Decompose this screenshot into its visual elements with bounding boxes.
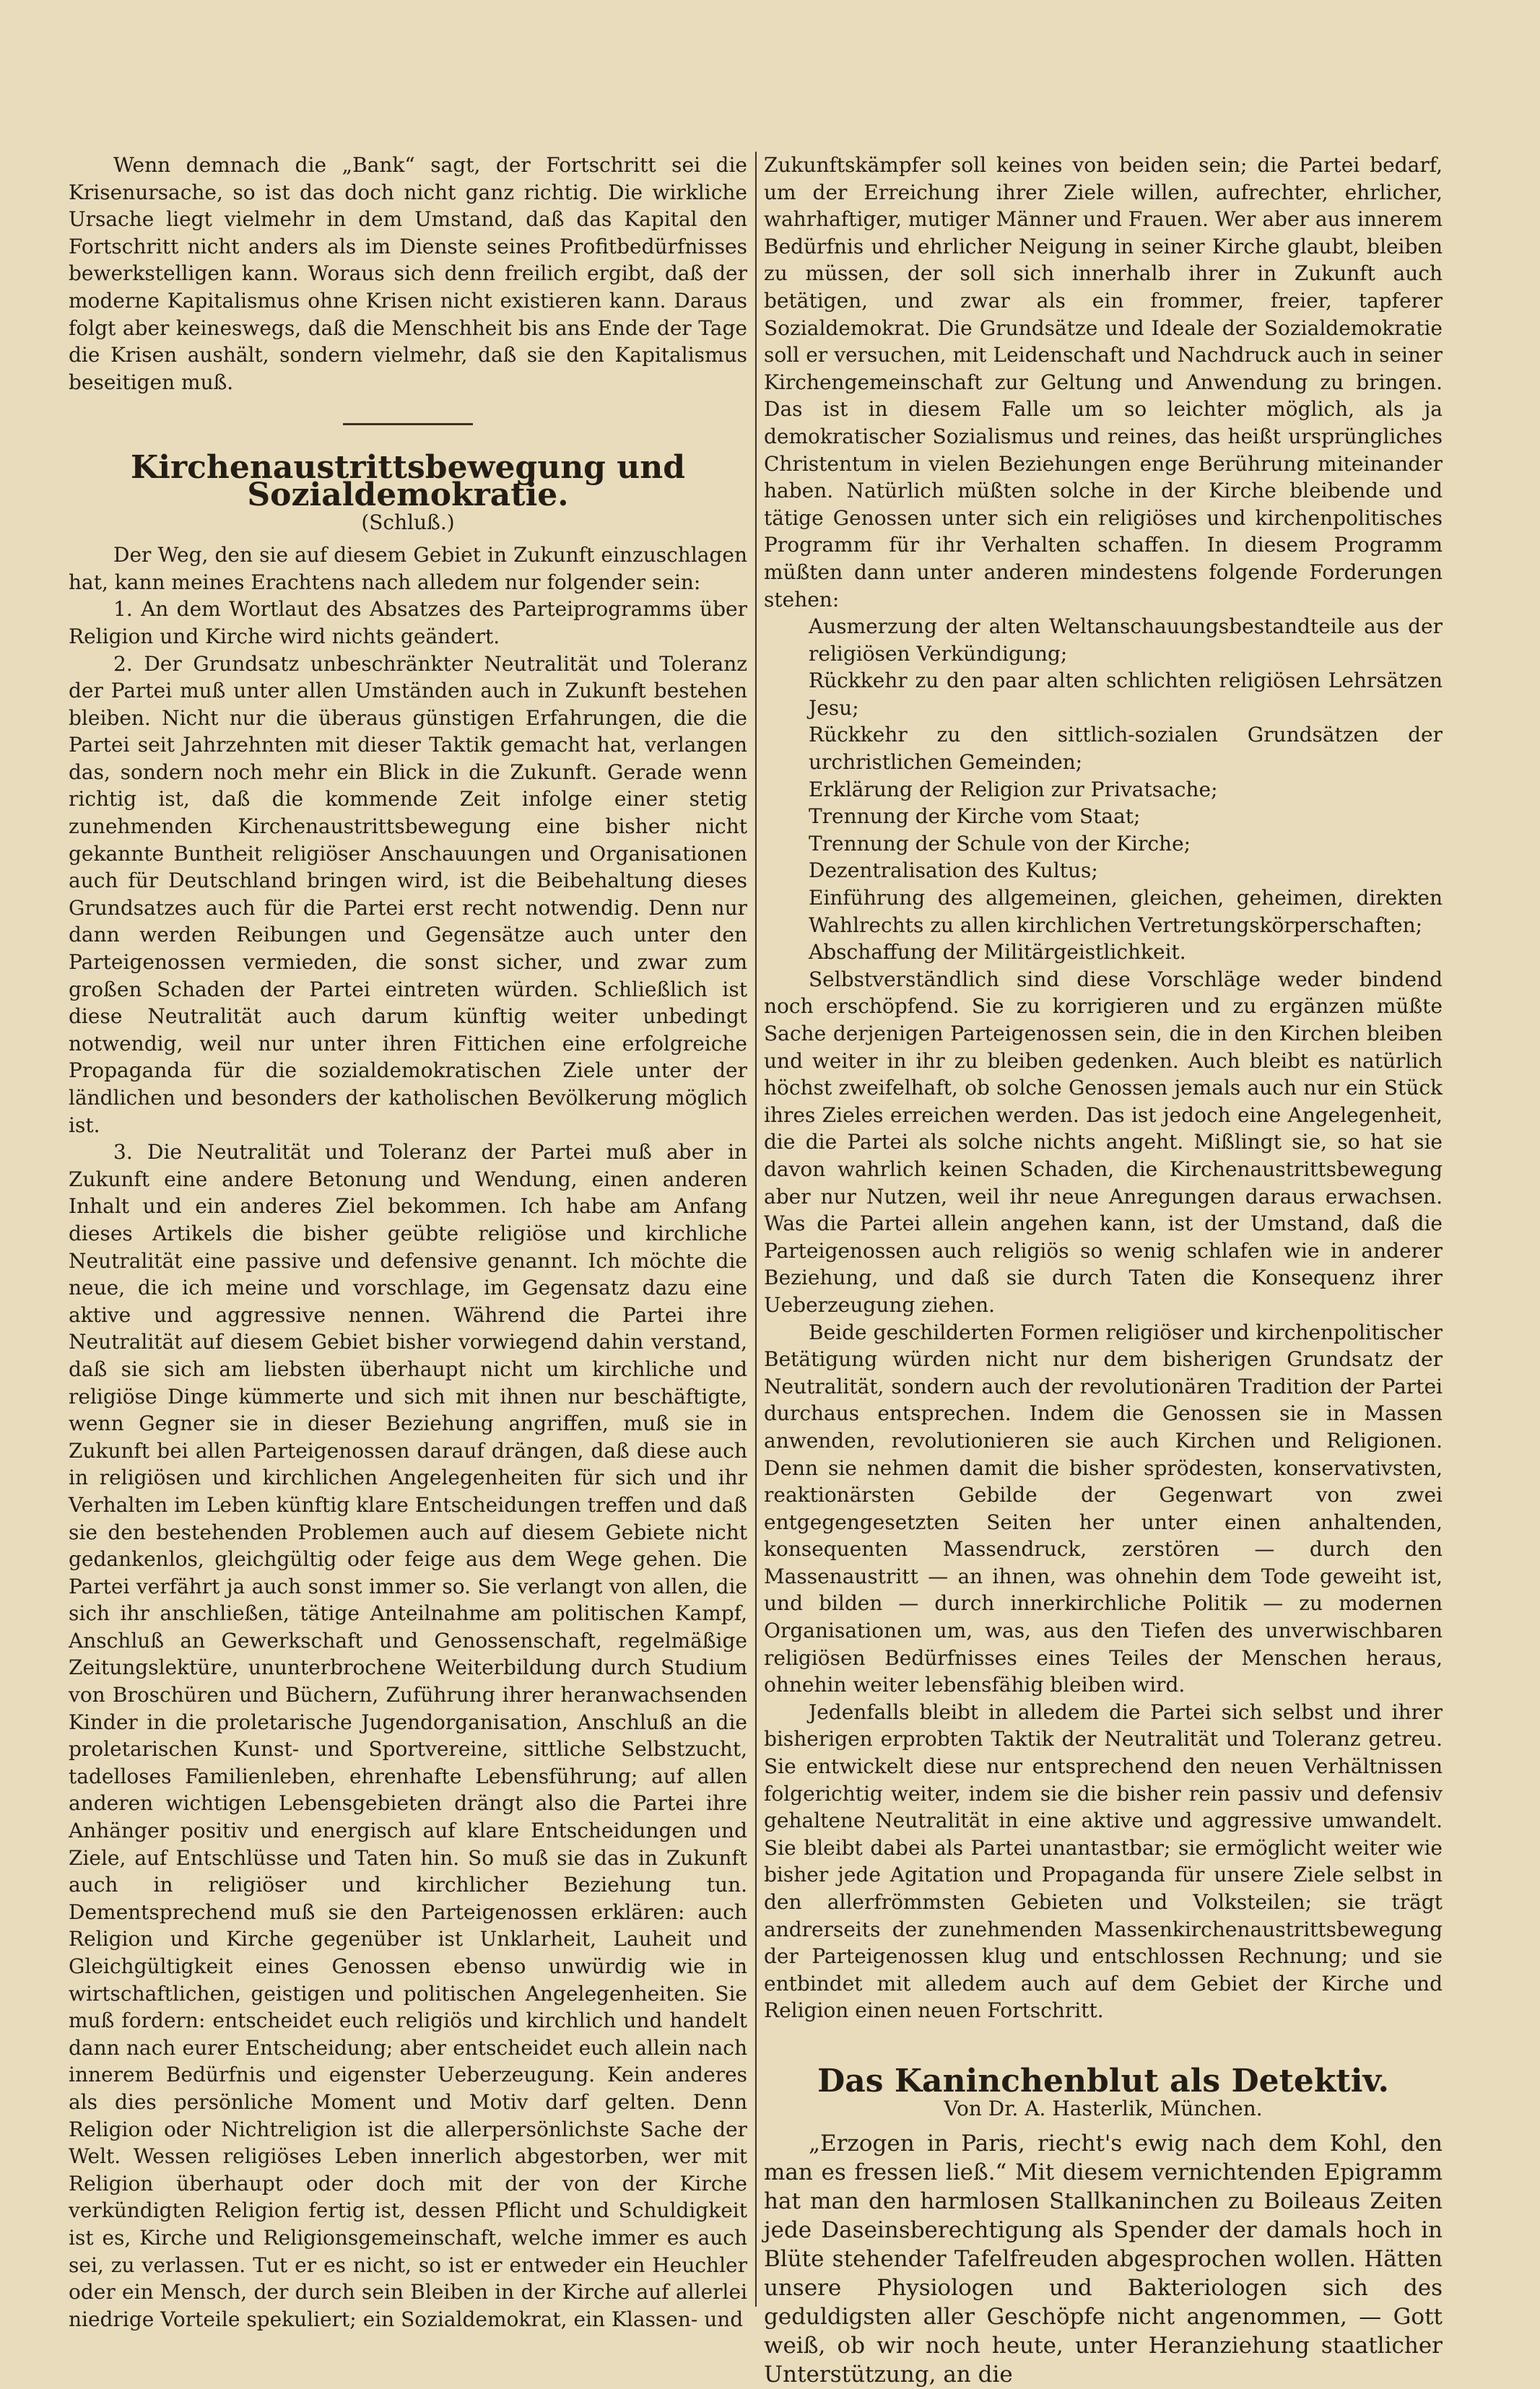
paragraph: 2. Der Grundsatz unbeschränkter Neutralität und Toleranz der Partei muß unter allen Umständen auch in Zukunft bestehen bleiben. Nicht nur die überaus günstigen Erfahrungen, die die Partei seit Jahrzehnten mit dieser Taktik gemacht hat, verlangen das, sondern noch mehr ein Blick in die Zukunft. Gerade wenn richtig ist, daß die kommende Zeit infolge einer stetig zunehmenden Kirchenaustrittsbewegung eine bisher nicht gekannte Buntheit religiöser Anschauungen und Organisationen auch für Deutschland bringen wird, ist die Beibehaltung dieses Grundsatzes auch für die Partei erst recht notwendig. Denn nur dann werden Reibungen und Gegensätze auch unter den Parteigenossen vermieden, die sonst sicher, und zwar zum großen Schaden der Partei eintreten würden. Schließlich ist diese Neutralität auch darum künftig weiter unbedingt notwendig, weil nur unter ihren Fittichen eine erfolgreiche Propaganda für die sozialdemokratischen Ziele unter der ländlichen und besonders der katholischen Bevölkerung möglich ist. xyxy=(69,651,747,1137)
paragraph: 1. An dem Wortlaut des Absatzes des Parteiprogramms über Religion und Kirche wird nichts geändert. xyxy=(69,597,747,648)
list-item: Dezentralisation des Kultus; xyxy=(809,858,1098,883)
list-item: Trennung der Kirche vom Staat; xyxy=(809,804,1141,829)
paragraph: Selbstverständlich sind diese Vorschläge weder bindend noch erschöpfend. Sie zu korrigieren und zu ergänzen müßte Sache derjenigen Parteigenossen sein, die in den Kirchen bleiben und weiter in ihr zu bleiben gedenken. Auch bleibt es natürlich höchst zweifelhaft, ob solche Genossen jemals auch nur ein Stück ihres Zieles erreichen werden. Das ist jedoch eine Angelegenheit, die die Partei als solche nichts angeht. Mißlingt sie, so hat sie davon wahrlich keinen Schaden, die Kirchenaustrittsbewegung aber nur Nutzen, weil ihr neue Anregungen daraus erwachsen. Was die Partei allein angehen kann, ist der Umstand, daß die Parteigenossen auch religiös so wenig schlafen wie in anderer Beziehung, und daß sie durch Taten die Konsequenz ihrer Ueberzeugung ziehen. xyxy=(764,967,1443,1317)
list-item: Trennung der Schule von der Kirche; xyxy=(809,831,1191,856)
paragraph: „Erzogen in Paris, riecht's ewig nach dem Kohl, den man es fressen ließ.“ Mit diesem vernichtenden Epigramm hat man den harmlosen Stallkaninchen zu Boileaus Zeiten jede Daseinsberechtigung als Spender der damals hoch in Blüte stehender Tafelfreuden abgesprochen wollen. Hätten unsere Physiologen und Bakteriologen sich des geduldigsten aller Geschöpfe nicht angenommen, — Gott weiß, ob wir noch heute, unter Heranziehung staatlicher Unterstützung, an die xyxy=(764,2131,1443,2388)
list-item: Rückkehr zu den paar alten schlichten religiösen Lehrsätzen Jesu; xyxy=(809,669,1443,720)
article2-byline: Von Dr. A. Hasterlik, München. xyxy=(944,2096,1263,2120)
list-item: Einführung des allgemeinen, gleichen, geheimen, direkten Wahlrechts zu allen kirchlichen Vertretungskörperschaften; xyxy=(809,886,1443,937)
list-item: Erklärung der Religion zur Privatsache; xyxy=(809,777,1218,801)
list-item: Ausmerzung der alten Weltanschauungsbestandteile aus der religiösen Verkündigung; xyxy=(809,614,1443,666)
column-divider xyxy=(755,152,757,2307)
list-item: Rückkehr zu den sittlich-sozialen Grundsätzen der urchristlichen Gemeinden; xyxy=(809,723,1443,775)
paragraph: Zukunftskämpfer soll keines von beiden sein; die Partei bedarf, um der Erreichung ihrer Ziele willen, aufrechter, ehrlicher, wahrhaftiger, mutiger Männer und Frauen. Wer aber aus innerem Bedürfnis und ehrlicher Neigung in seiner Kirche glaubt, bleiben zu müssen, der soll sich innerhalb ihrer in Zukunft auch betätigen, und zwar als ein frommer, freier, tapferer Sozialdemokrat. Die Grundsätze und Ideale der Sozialdemokratie soll er versuchen, mit Leidenschaft und Nachdruck auch in seiner Kirchengemeinschaft zur Geltung und Anwendung zu bringen. Das ist in diesem Falle um so leichter möglich, als ja demokratischer Sozialismus und reines, das heißt ursprüngliches Christentum in vielen Beziehungen enge Berührung miteinander haben. Natürlich müßten solche in der Kirche bleibende und tätige Genossen unter sich ein religiöses und kirchenpolitisches Programm für ihr Verhalten schaffen. In diesem Programm müßten dann unter anderen mindestens folgende Forderungen stehen: xyxy=(764,153,1443,612)
article2-title: Das Kaninchenblut als Detektiv. xyxy=(817,2062,1389,2099)
left-column xyxy=(69,152,747,2332)
article-subtitle: (Schluß.) xyxy=(361,510,455,534)
intro-paragraph: Wenn demnach die „Bank“ sagt, der Fortschritt sei die Krisenursache, so ist das doch nicht ganz richtig. Die wirkliche Ursache liegt vielmehr in dem Umstand, daß das Kapital den Fortschritt nicht anders als im Dienste seines Profitbedürfnisses bewerkstelligen kann. Woraus sich denn freilich ergibt, daß der moderne Kapitalismus ohne Krisen nicht existieren kann. Daraus folgt aber keineswegs, daß die Menschheit bis ans Ende der Tage die Krisen aushält, sondern vielmehr, daß sie den Kapitalismus beseitigen muß. xyxy=(69,153,747,394)
paragraph: 3. Die Neutralität und Toleranz der Partei muß aber in Zukunft eine andere Betonung und Wendung, einen anderen Inhalt und ein anderes Ziel bekommen. Ich habe am Anfang dieses Artikels die bisher geübte religiöse und kirchliche Neutralität eine passive und defensive genannt. Ich möchte die neue, die ich meine und vorschlage, im Gegensatz dazu eine aktive und aggressive nennen. Während die Partei ihre Neutralität auf diesem Gebiet bisher vorwiegend dahin verstand, daß sie sich am liebsten überhaupt nicht um kirchliche und religiöse Dinge kümmerte und sich mit ihnen nur beschäftigte, wenn Gegner sie in dieser Beziehung angriffen, muß sie in Zukunft bei allen Parteigenossen darauf drängen, daß diese auch in religiösen und kirchlichen Angelegenheiten für sich und ihr Verhalten im Leben künftig klare Entscheidungen treffen und daß sie den bestehenden Problemen auch auf diesem Gebiete nicht gedankenlos, gleichgültig oder feige aus dem Wege gehen. Die Partei verfährt ja auch sonst immer so. Sie verlangt von allen, die sich ihr anschließen, tätige Anteilnahme am politischen Kampf, Anschluß an Gewerkschaft und Genossenschaft, regelmäßige Zeitungslektüre, ununterbrochene Weiterbildung durch Studium von Broschüren und Büchern, Zuführung ihrer heranwachsenden Kinder in die proletarische Jugendorganisation, Anschluß an die proletarischen Kunst- und Sportvereine, sittliche Selbstzucht, tadelloses Familienleben, ehrenhafte Lebensführung; auf allen anderen wichtigen Lebensgebieten drängt also die Partei ihre Anhänger positiv und energisch auf klare Entscheidungen und Ziele, auf Entschlüsse und Taten hin. So muß sie das in Zukunft auch in religiöser und kirchlicher Beziehung tun. Dementsprechend muß sie den Parteigenossen erklären: auch Religion und Kirche gegenüber ist Unklarheit, Lauheit und Gleichgültigkeit eines Genossen ebenso unwürdig wie in wirtschaftlichen, geistigen und politischen Angelegenheiten. Sie muß fordern: entscheidet euch religiös und kirchlich und handelt dann nach eurer Entscheidung; aber entscheidet euch allein nach innerem Bedürfnis und eigenster Ueberzeugung. Kein anderes als dies persönliche Moment und Motiv darf gelten. Denn Religion oder Nichtreligion ist die allerpersönlichste Sache der Welt. Wessen religiöses Leben innerlich abgestorben, wer mit Religion überhaupt oder doch mit der von der Kirche verkündigten Religion fertig ist, dessen Pflicht und Schuldigkeit ist es, Kirche und Religionsgemeinschaft, welche immer es auch sei, zu verlassen. Tut er es nicht, so ist er entweder ein Heuchler oder ein Mensch, der durch sein Bleiben in der Kirche auf allerlei niedrige Vorteile spekuliert; ein Sozialdemokrat, ein Klassen- und xyxy=(69,1140,747,2331)
right-column xyxy=(764,152,1443,2388)
list-item: Abschaffung der Militärgeistlichkeit. xyxy=(809,940,1186,965)
paragraph: Jedenfalls bleibt in alledem die Partei sich selbst und ihrer bisherigen erprobten Taktik der Neutralität und Toleranz getreu. Sie entwickelt diese nur entsprechend den neuen Verhältnissen folgerichtig weiter, indem sie die bisher rein passiv und defensiv gehaltene Neutralität in eine aktive und aggressive umwandelt. Sie bleibt dabei als Partei unantastbar; sie ermöglicht weiter wie bisher jede Agitation und Propaganda für unsere Ziele selbst in den allerfrömmsten Gebieten und Volksteilen; sie trägt andrerseits der zunehmenden Massenkirchenaustrittsbewegung der Parteigenossen klug und entschlossen Rechnung; und sie entbindet mit alledem auch auf dem Gebiet der Kirche und Religion einen neuen Fortschritt. xyxy=(764,1700,1443,2023)
section-divider xyxy=(343,423,473,425)
article-title: Kirchenaustrittsbewegung und Sozialdemokratie. xyxy=(130,449,686,513)
paragraph: Beide geschilderten Formen religiöser und kirchenpolitischer Betätigung würden nicht nur dem bisherigen Grundsatz der Neutralität, sondern auch der revolutionären Tradition der Partei durchaus entsprechen. Indem die Genossen sie in Massen anwenden, revolutionieren sie auch Kirchen und Religionen. Denn sie nehmen damit die bisher sprödesten, konservativsten, reaktionärsten Gebilde der Gegenwart von zwei entgegengesetzten Seiten her unter einen anhaltenden, konsequenten Massendruck, zerstören — durch den Massenaustritt — an ihnen, was ohnehin dem Tode geweiht ist, und bilden — durch innerkirchliche Politik — zu modernen Organisationen um, was, aus den Tiefen des unverwischbaren religiösen Bedürfnisses eines Teiles der Menschen heraus, ohnehin weiter lebensfähig bleiben wird. xyxy=(764,1320,1443,1697)
paragraph: Der Weg, den sie auf diesem Gebiet in Zukunft einzuschlagen hat, kann meines Erachtens nach alledem nur folgender sein: xyxy=(69,543,747,594)
